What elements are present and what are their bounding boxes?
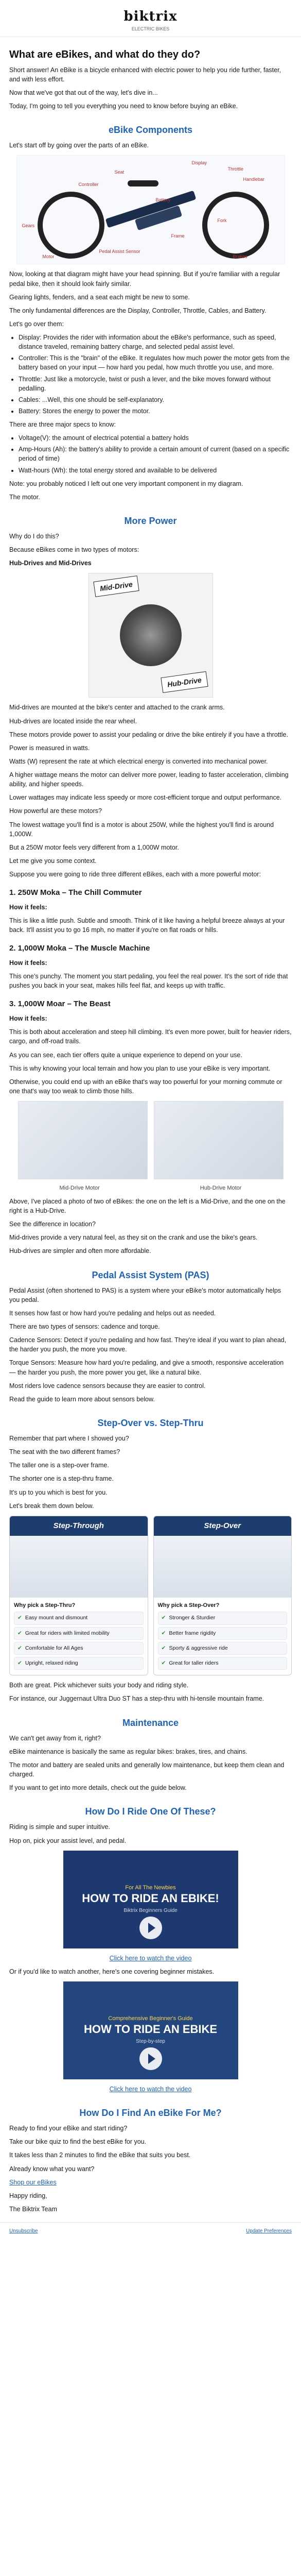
step-thru-image	[10, 1536, 148, 1598]
components-list	[19, 333, 292, 416]
step-heading: Step-Over vs. Step-Thru	[97, 1417, 204, 1428]
rating-tip2: This is why knowing your local terrain and how you plan to use your eBike is very important.	[9, 1064, 271, 1072]
brand-logo[interactable]: biktrix	[123, 9, 178, 24]
mid-drive-tag: Mid-Drive	[93, 576, 139, 598]
signature: The Biktrix Team	[9, 2205, 57, 2213]
motor-graphic	[120, 604, 182, 666]
power-p12: Suppose you were going to ride three different eBikes, each with a more powerful motor:	[9, 871, 261, 878]
video-1-sub: Biktrix Beginners Guide	[123, 1907, 178, 1913]
callout-frame: Frame	[171, 233, 185, 239]
rating-1-title: 1. 250W Moka – The Chill Commuter	[9, 888, 142, 897]
unsubscribe-link[interactable]: Unsubscribe	[9, 2228, 38, 2234]
check-icon: ✔	[161, 1645, 166, 1651]
video-2-link[interactable]: Click here to watch the video	[109, 2085, 192, 2093]
step-over-benefit	[158, 1657, 288, 1670]
power-heading: More Power	[124, 515, 177, 526]
email-header	[0, 0, 301, 37]
power-a: Because eBikes come in two types of motors:	[9, 546, 139, 554]
front-wheel	[202, 192, 269, 259]
rating-2-title: 2. 1,000W Moka – The Muscle Machine	[9, 944, 150, 953]
check-icon: ✔	[17, 1630, 22, 1636]
ride-p2: See the difference in location?	[9, 1221, 96, 1228]
ride-p3: Mid-drives provide a very natural feel, as they sit on the crank and use the bike's gears.	[9, 1234, 258, 1242]
ride2-p1: Riding is simple and super intuitive.	[9, 1823, 110, 1831]
callout-battery: Battery	[155, 197, 171, 203]
find-p2: Take our bike quiz to find the best eBike for you.	[9, 2138, 147, 2146]
pas-p6: Most riders love cadence sensors because they are easier to control.	[9, 1382, 206, 1389]
rating-2-text: This one's punchy. The moment you start pedaling, you feel the real power. It's the sort of ride that pushes you back in your seat, makes hills feel flat, and keeps up with traffic.	[9, 973, 288, 990]
callout-gears: Gears	[22, 223, 35, 229]
power-types: Hub-Drives and Mid-Drives	[9, 560, 92, 567]
battery-spec-amphours: • Amp-Hours (Ah): the battery's ability to provide a certain amount of current (based on a specific period of time)	[19, 445, 292, 463]
step-p6: Let's break them down below.	[9, 1502, 94, 1510]
maint-heading: Maintenance	[122, 1717, 179, 1728]
check-icon: ✔	[161, 1615, 166, 1621]
pas-p3: There are two types of sensors: cadence and torque.	[9, 1323, 160, 1331]
video-1-link[interactable]: Click here to watch the video	[109, 1954, 192, 1962]
signoff: Happy riding,	[9, 2192, 47, 2199]
ride-heading: How Do I Ride One Of These?	[85, 1806, 216, 1817]
preferences-link[interactable]: Update Preferences	[246, 2228, 292, 2234]
step-thru-benefit-text: Upright, relaxed riding	[25, 1660, 78, 1667]
components-p4: Let's go over them:	[9, 320, 64, 328]
step-thru-benefit-text: Easy mount and dismount	[25, 1615, 88, 1621]
power-p5: Watts (W) represent the rate at which electrical energy is converted into mechanical power.	[9, 757, 268, 765]
pas-p7: Read the guide to learn more about sensors below.	[9, 1395, 155, 1403]
ebike-diagram	[16, 155, 285, 264]
power-p2: Hub-drives are located inside the rear wheel.	[9, 717, 137, 725]
component-cables: • Cables: ...Well, this one should be self-explanatory.	[19, 395, 292, 404]
maint-p3: The motor and battery are sealed units and generally low maintenance, but keep them clean and charged.	[9, 1761, 285, 1778]
step-thru-list-title: Why pick a Step-Thru?	[14, 1602, 76, 1608]
ride2-p3: Or if you'd like to watch another, here's one covering beginner mistakes.	[9, 1968, 215, 1975]
mid-drive-photo[interactable]	[18, 1101, 148, 1179]
bike-photos	[9, 1101, 292, 1179]
components-heading: eBike Components	[108, 125, 193, 135]
pas-heading: Pedal Assist System (PAS)	[92, 1269, 209, 1280]
step-over-image	[154, 1536, 292, 1598]
ride-p1: Above, I've placed a photo of two of eBikes: the one on the left is a Mid-Drive, and the one on the right is a Hub-Drive.	[9, 1197, 286, 1215]
callout-handlebar: Handlebar	[243, 177, 265, 182]
hub-drive-tag: Hub-Drive	[161, 671, 208, 693]
callout-display: Display	[191, 160, 207, 166]
step-over-heading: Step-Over	[154, 1516, 292, 1536]
rating-2-how: How it feels:	[9, 959, 47, 967]
check-icon: ✔	[17, 1660, 22, 1667]
power-p4: Power is measured in watts.	[9, 744, 90, 752]
maint-p2: eBike maintenance is basically the same as regular bikes: brakes, tires, and chains.	[9, 1748, 247, 1755]
find-p4: Already know what you want?	[9, 2165, 95, 2173]
component-display: • Display: Provides the rider with information about the eBike's performance, such as speed, distance traveled, remaining battery charge, and selected pedal assist level.	[19, 333, 292, 351]
rating-1-how: How it feels:	[9, 903, 47, 911]
video-2-kicker: Comprehensive Beginner's Guide	[108, 2015, 193, 2022]
components-p1: Now, looking at that diagram might have your head spinning. But if you're familiar with a regular pedal bike, then it should look fairly similar.	[9, 270, 280, 287]
callout-brakes: Brakes	[233, 254, 247, 260]
step-over-benefit	[158, 1627, 288, 1640]
motor-intro: The motor.	[9, 493, 40, 501]
power-p11: Let me give you some context.	[9, 857, 97, 865]
callout-fork: Fork	[217, 218, 227, 224]
callout-controller: Controller	[78, 182, 99, 188]
check-icon: ✔	[161, 1630, 166, 1636]
step-over-benefit-text: Sporty & aggressive ride	[169, 1645, 228, 1651]
battery-specs	[19, 433, 292, 475]
video-thumbnail-2[interactable]	[63, 1981, 238, 2079]
rating-tip3: Otherwise, you could end up with an eBike that's way too powerful for your morning commute or one that's way too weak to climb those hills.	[9, 1078, 282, 1095]
power-p10: But a 250W motor feels very different from a 1,000W motor.	[9, 843, 179, 851]
step-p1: Remember that part where I showed you?	[9, 1435, 129, 1443]
rating-3-how: How it feels:	[9, 1015, 47, 1023]
step-thru-benefit	[14, 1627, 144, 1640]
step-over-benefit-text: Stronger & Sturdier	[169, 1615, 216, 1621]
email-footer	[0, 2222, 301, 2241]
callout-motor: Motor	[42, 254, 55, 260]
step-thru-heading: Step-Through	[10, 1516, 148, 1536]
step-over-benefit	[158, 1642, 288, 1655]
step-thru-list	[10, 1598, 148, 1675]
step-thru-benefit-text: Great for riders with limited mobility	[25, 1630, 110, 1636]
pas-p2: It senses how fast or how hard you're pedaling and helps out as needed.	[9, 1309, 216, 1317]
step-thru-benefit-text: Comfortable for All Ages	[25, 1645, 83, 1651]
maint-p4: If you want to get into more details, check out the guide below.	[9, 1784, 187, 1792]
step-thru-benefit	[14, 1612, 144, 1624]
bike-seat	[128, 180, 158, 187]
find-p1: Ready to find your eBike and start riding?	[9, 2125, 128, 2132]
step-p3: The taller one is a step-over frame.	[9, 1462, 109, 1469]
step-thru-column	[9, 1516, 148, 1676]
power-p1: Mid-drives are mounted at the bike's center and attached to the crank arms.	[9, 704, 225, 711]
battery-note: Note: you probably noticed I left out one very important component in my diagram.	[9, 480, 243, 487]
battery-spec-voltage: • Voltage(V): the amount of electrical potential a battery holds	[19, 433, 292, 443]
pas-p1: Pedal Assist (often shortened to PAS) is a system where your eBike's motor automatically helps you pedal.	[9, 1286, 281, 1303]
maint-p1: We can't get away from it, right?	[9, 1734, 101, 1742]
power-p3: These motors provide power to assist your pedaling or drive the bike entirely if you have a throttle.	[9, 731, 288, 738]
component-controller: • Controller: This is the "brain" of the eBike. It regulates how much power the motor gets from the battery based on your input — how hard you pedal, how much throttle you use, and more.	[19, 353, 292, 372]
step-over-list	[154, 1598, 292, 1675]
hub-drive-caption: Hub-Drive Motor	[200, 1185, 242, 1192]
battery-intro: There are three major specs to know:	[9, 421, 116, 429]
shop-link[interactable]: Shop our eBikes	[9, 2178, 57, 2186]
callout-throttle: Throttle	[227, 166, 244, 172]
callout-pas: Pedal Assist Sensor	[99, 249, 140, 255]
rating-3-text: This is both about acceleration and steep hill climbing. It's even more power, built for heavier riders, cargo, and off-road trails.	[9, 1028, 292, 1045]
rear-wheel	[38, 192, 104, 259]
find-heading: How Do I Find An eBike For Me?	[79, 2108, 222, 2119]
video-1-kicker: For All The Newbies	[125, 1884, 176, 1891]
components-p3: The only fundamental differences are the Display, Controller, Throttle, Cables, and Battery.	[9, 307, 267, 314]
ride2-p2: Hop on, pick your assist level, and pedal.	[9, 1837, 127, 1844]
photo-captions	[9, 1184, 292, 1193]
step-over-column	[153, 1516, 292, 1676]
step-p5: It's up to you which is best for you.	[9, 1488, 108, 1496]
intro-1: Short answer! An eBike is a bicycle enhanced with electric power to help you ride further, faster, and with less effort.	[9, 66, 281, 83]
check-icon: ✔	[17, 1645, 22, 1651]
step-over-benefit-text: Better frame rigidity	[169, 1630, 216, 1636]
video-1-title: HOW TO RIDE AN EBIKE!	[82, 1891, 219, 1905]
step-over-list-title: Why pick a Step-Over?	[157, 1602, 220, 1608]
play-icon[interactable]	[139, 2047, 162, 2070]
battery-spec-watthours: • Watt-hours (Wh): the total energy stored and available to be delivered	[19, 466, 292, 475]
power-p9: The lowest wattage you'll find is a motor is about 250W, while the highest you'll find is around 1,000W.	[9, 821, 274, 838]
find-p3: It takes less than 2 minutes to find the eBike that suits you best.	[9, 2151, 191, 2159]
rating-1-text: This is like a little push. Subtle and smooth. Think of it like having a helpful breeze always at your back. It'll assist you to go 16 mph, no matter if you're on flat roads or hills.	[9, 917, 285, 934]
components-p2: Gearing lights, fenders, and a seat each might be new to some.	[9, 293, 190, 301]
email-body	[0, 37, 301, 2222]
frame-comparison	[9, 1516, 292, 1676]
power-q: Why do I do this?	[9, 533, 59, 540]
check-icon: ✔	[17, 1615, 22, 1621]
rating-tip: As you can see, each tier offers quite a unique experience to depend on your use.	[9, 1051, 242, 1059]
hub-drive-photo[interactable]	[154, 1101, 284, 1179]
pas-p4: Cadence Sensors: Detect if you're pedaling and how fast. They're ideal if you want to plan ahead, the harder you push, the more you move.	[9, 1336, 287, 1353]
step-over-benefit	[158, 1612, 288, 1624]
video-2-sub: Step-by-step	[136, 2039, 165, 2045]
check-icon: ✔	[161, 1660, 166, 1667]
step-p7: Both are great. Pick whichever suits your body and riding style.	[9, 1682, 189, 1689]
component-throttle: • Throttle: Just like a motorcycle, twist or push a lever, and the bike moves forward without pedalling.	[19, 375, 292, 393]
motor-comparison-image	[88, 573, 213, 698]
mid-drive-caption: Mid-Drive Motor	[59, 1185, 100, 1192]
video-2-title: HOW TO RIDE AN EBIKE	[83, 2023, 218, 2036]
intro-3: Today, I'm going to tell you everything you need to know before buying an eBike.	[9, 103, 238, 110]
intro-2: Now that we've got that out of the way, let's dive in...	[9, 89, 158, 96]
step-p4: The shorter one is a step-thru frame.	[9, 1475, 114, 1483]
power-p6: A higher wattage means the motor can deliver more power, leading to faster acceleration, climbing ability, and higher speeds.	[9, 771, 289, 788]
step-thru-benefit	[14, 1657, 144, 1670]
step-p2: The seat with the two different frames?	[9, 1448, 120, 1456]
play-icon[interactable]	[139, 1917, 162, 1939]
components-lead: Let's start off by going over the parts of an eBike.	[9, 142, 149, 149]
ride-p4: Hub-drives are simpler and often more affordable.	[9, 1247, 151, 1255]
power-p8: How powerful are these motors?	[9, 807, 102, 815]
step-p8: For instance, our Juggernaut Ultra Duo ST has a step-thru with hi-tensile mountain frame.	[9, 1695, 264, 1703]
step-over-benefit-text: Great for taller riders	[169, 1660, 219, 1667]
step-thru-benefit	[14, 1642, 144, 1655]
power-p7: Lower wattages may indicate less speedy or more cost-efficient torque and output performance.	[9, 794, 282, 802]
brand-tagline: ELECTRIC BIKES	[131, 26, 170, 31]
video-thumbnail-1[interactable]	[63, 1851, 238, 1948]
rating-3-title: 3. 1,000W Moar – The Beast	[9, 999, 111, 1009]
pas-p5: Torque Sensors: Measure how hard you're pedaling, and give a smooth, responsive acceleration — the harder you push, the more power you get, like a natural bike.	[9, 1359, 284, 1376]
component-battery: • Battery: Stores the energy to power the motor.	[19, 406, 292, 416]
page-title: What are eBikes, and what do they do?	[9, 48, 201, 60]
callout-seat: Seat	[114, 170, 125, 175]
